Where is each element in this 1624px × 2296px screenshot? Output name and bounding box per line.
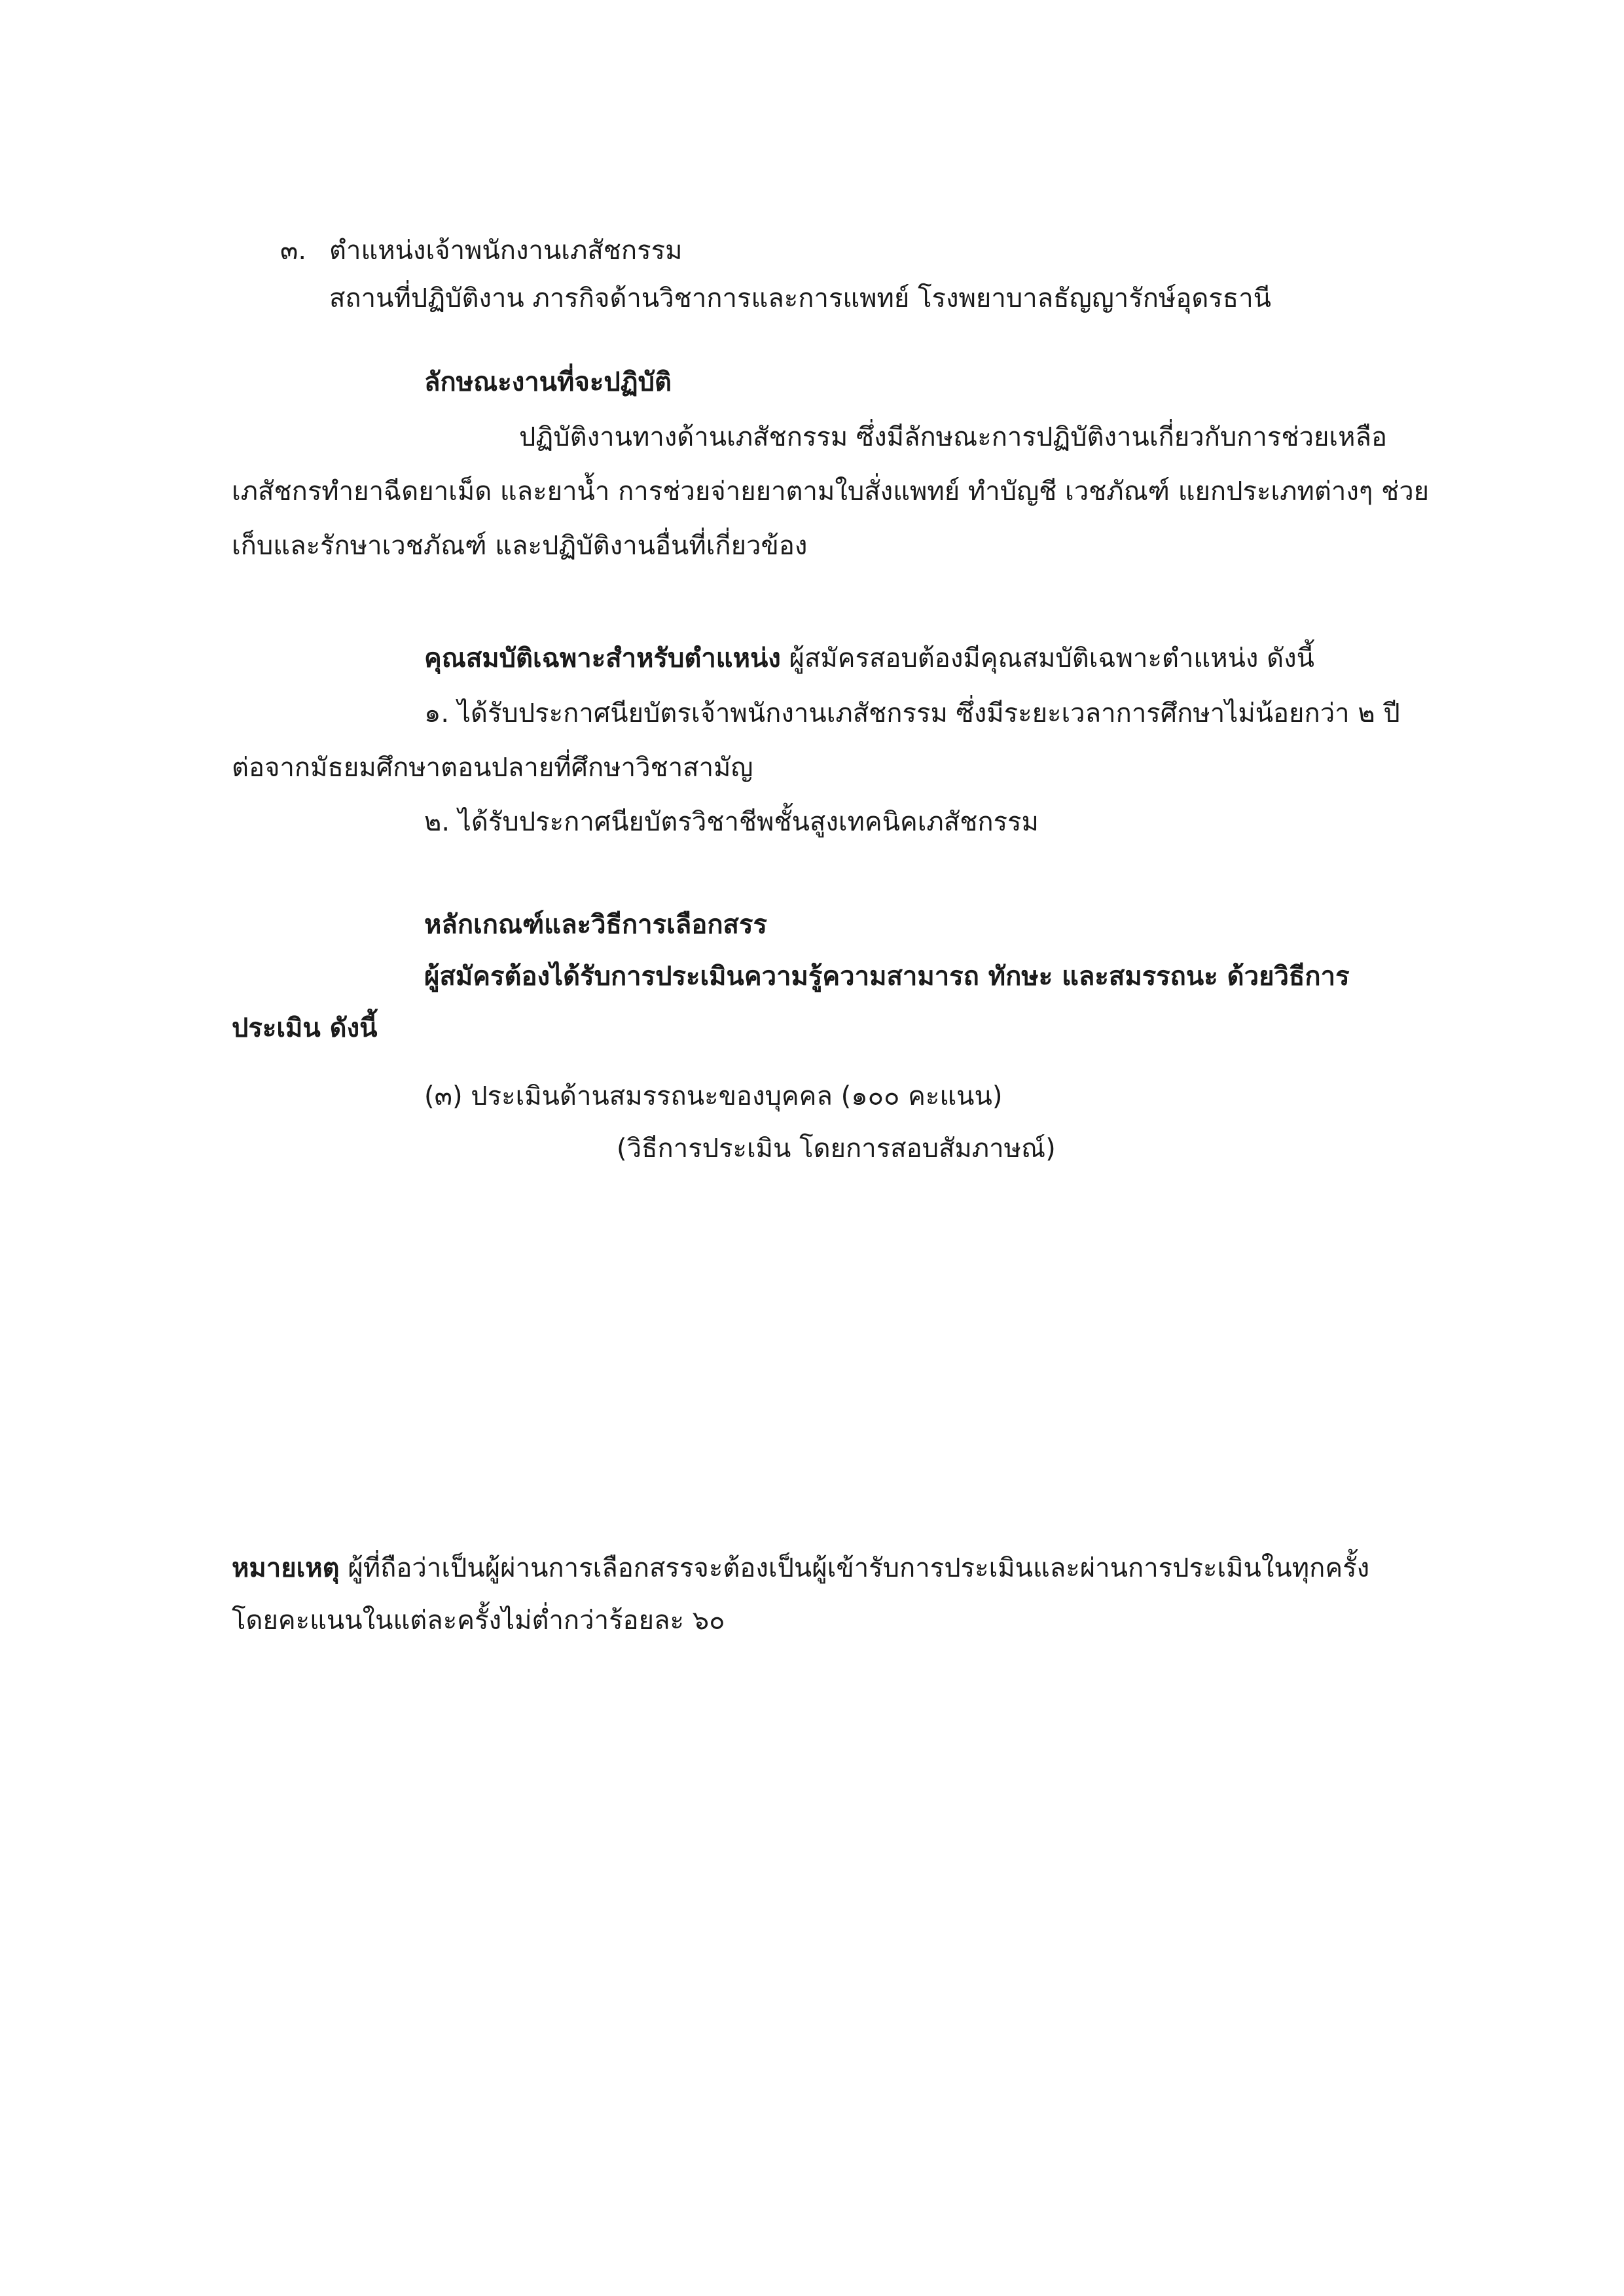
note-line-1 — [232, 1550, 1369, 1587]
note-line-2: โดยคะแนนในแต่ละครั้งไม่ต่ำกว่าร้อยละ ๖๐ — [232, 1605, 725, 1636]
selection-line-1: ผู้สมัครต้องได้รับการประเมินความรู้ความสามารถ ทักษะ และสมรรถนะ ด้วยวิธีการ — [424, 961, 1350, 992]
selection-item: (๓) ประเมินด้านสมรรถนะของบุคคล (๑๐๐ คะแนน) — [424, 1081, 1003, 1111]
qualifications-heading-bold: คุณสมบัติเฉพาะสำหรับตำแหน่ง — [424, 643, 781, 673]
job-nature-line-2: เภสัชกรทำยาฉีดยาเม็ด และยาน้ำ การช่วยจ่ายยาตามใบสั่งแพทย์ ทำบัญชี เวชภัณฑ์ แยกประเภทต่างๆ ช่วย — [232, 476, 1430, 507]
qualification-item-2: ๒. ได้รับประกาศนียบัตรวิชาชีพชั้นสูงเทคนิคเภสัชกรรม — [424, 807, 1039, 837]
qualifications-heading — [424, 640, 1314, 677]
qualification-item-1-line-1: ๑. ได้รับประกาศนียบัตรเจ้าพนักงานเภสัชกรรม ซึ่งมีระยะเวลาการศึกษาไม่น้อยกว่า ๒ ปี — [424, 698, 1400, 728]
note-label: หมายเหตุ — [232, 1553, 340, 1583]
position-title: ตำแหน่งเจ้าพนักงานเภสัชกรรม — [329, 236, 683, 266]
qualifications-heading-rest: ผู้สมัครสอบต้องมีคุณสมบัติเฉพาะตำแหน่ง ดังนี้ — [780, 643, 1315, 673]
job-nature-line-1: ปฏิบัติงานทางด้านเภสัชกรรม ซึ่งมีลักษณะการปฏิบัติงานเกี่ยวกับการช่วยเหลือ — [519, 422, 1387, 452]
selection-line-2: ประเมิน ดังนี้ — [232, 1013, 378, 1043]
selection-method: (วิธีการประเมิน โดยการสอบสัมภาษณ์) — [617, 1134, 1056, 1164]
selection-heading: หลักเกณฑ์และวิธีการเลือกสรร — [424, 910, 767, 940]
section-number: ๓. — [280, 236, 307, 266]
job-nature-line-3: เก็บและรักษาเวชภัณฑ์ และปฏิบัติงานอื่นที่เกี่ยวข้อง — [232, 531, 808, 561]
job-nature-heading: ลักษณะงานที่จะปฏิบัติ — [424, 367, 672, 397]
qualification-item-1-line-2: ต่อจากมัธยมศึกษาตอนปลายที่ศึกษาวิชาสามัญ — [232, 753, 753, 783]
note-text-1: ผู้ที่ถือว่าเป็นผู้ผ่านการเลือกสรรจะต้องเป็นผู้เข้ารับการประเมินและผ่านการประเมินในทุกครั้ง — [339, 1553, 1370, 1583]
workplace-line: สถานที่ปฏิบัติงาน ภารกิจด้านวิชาการและการแพทย์ โรงพยาบาลธัญญารักษ์อุดรธานี — [329, 283, 1272, 314]
